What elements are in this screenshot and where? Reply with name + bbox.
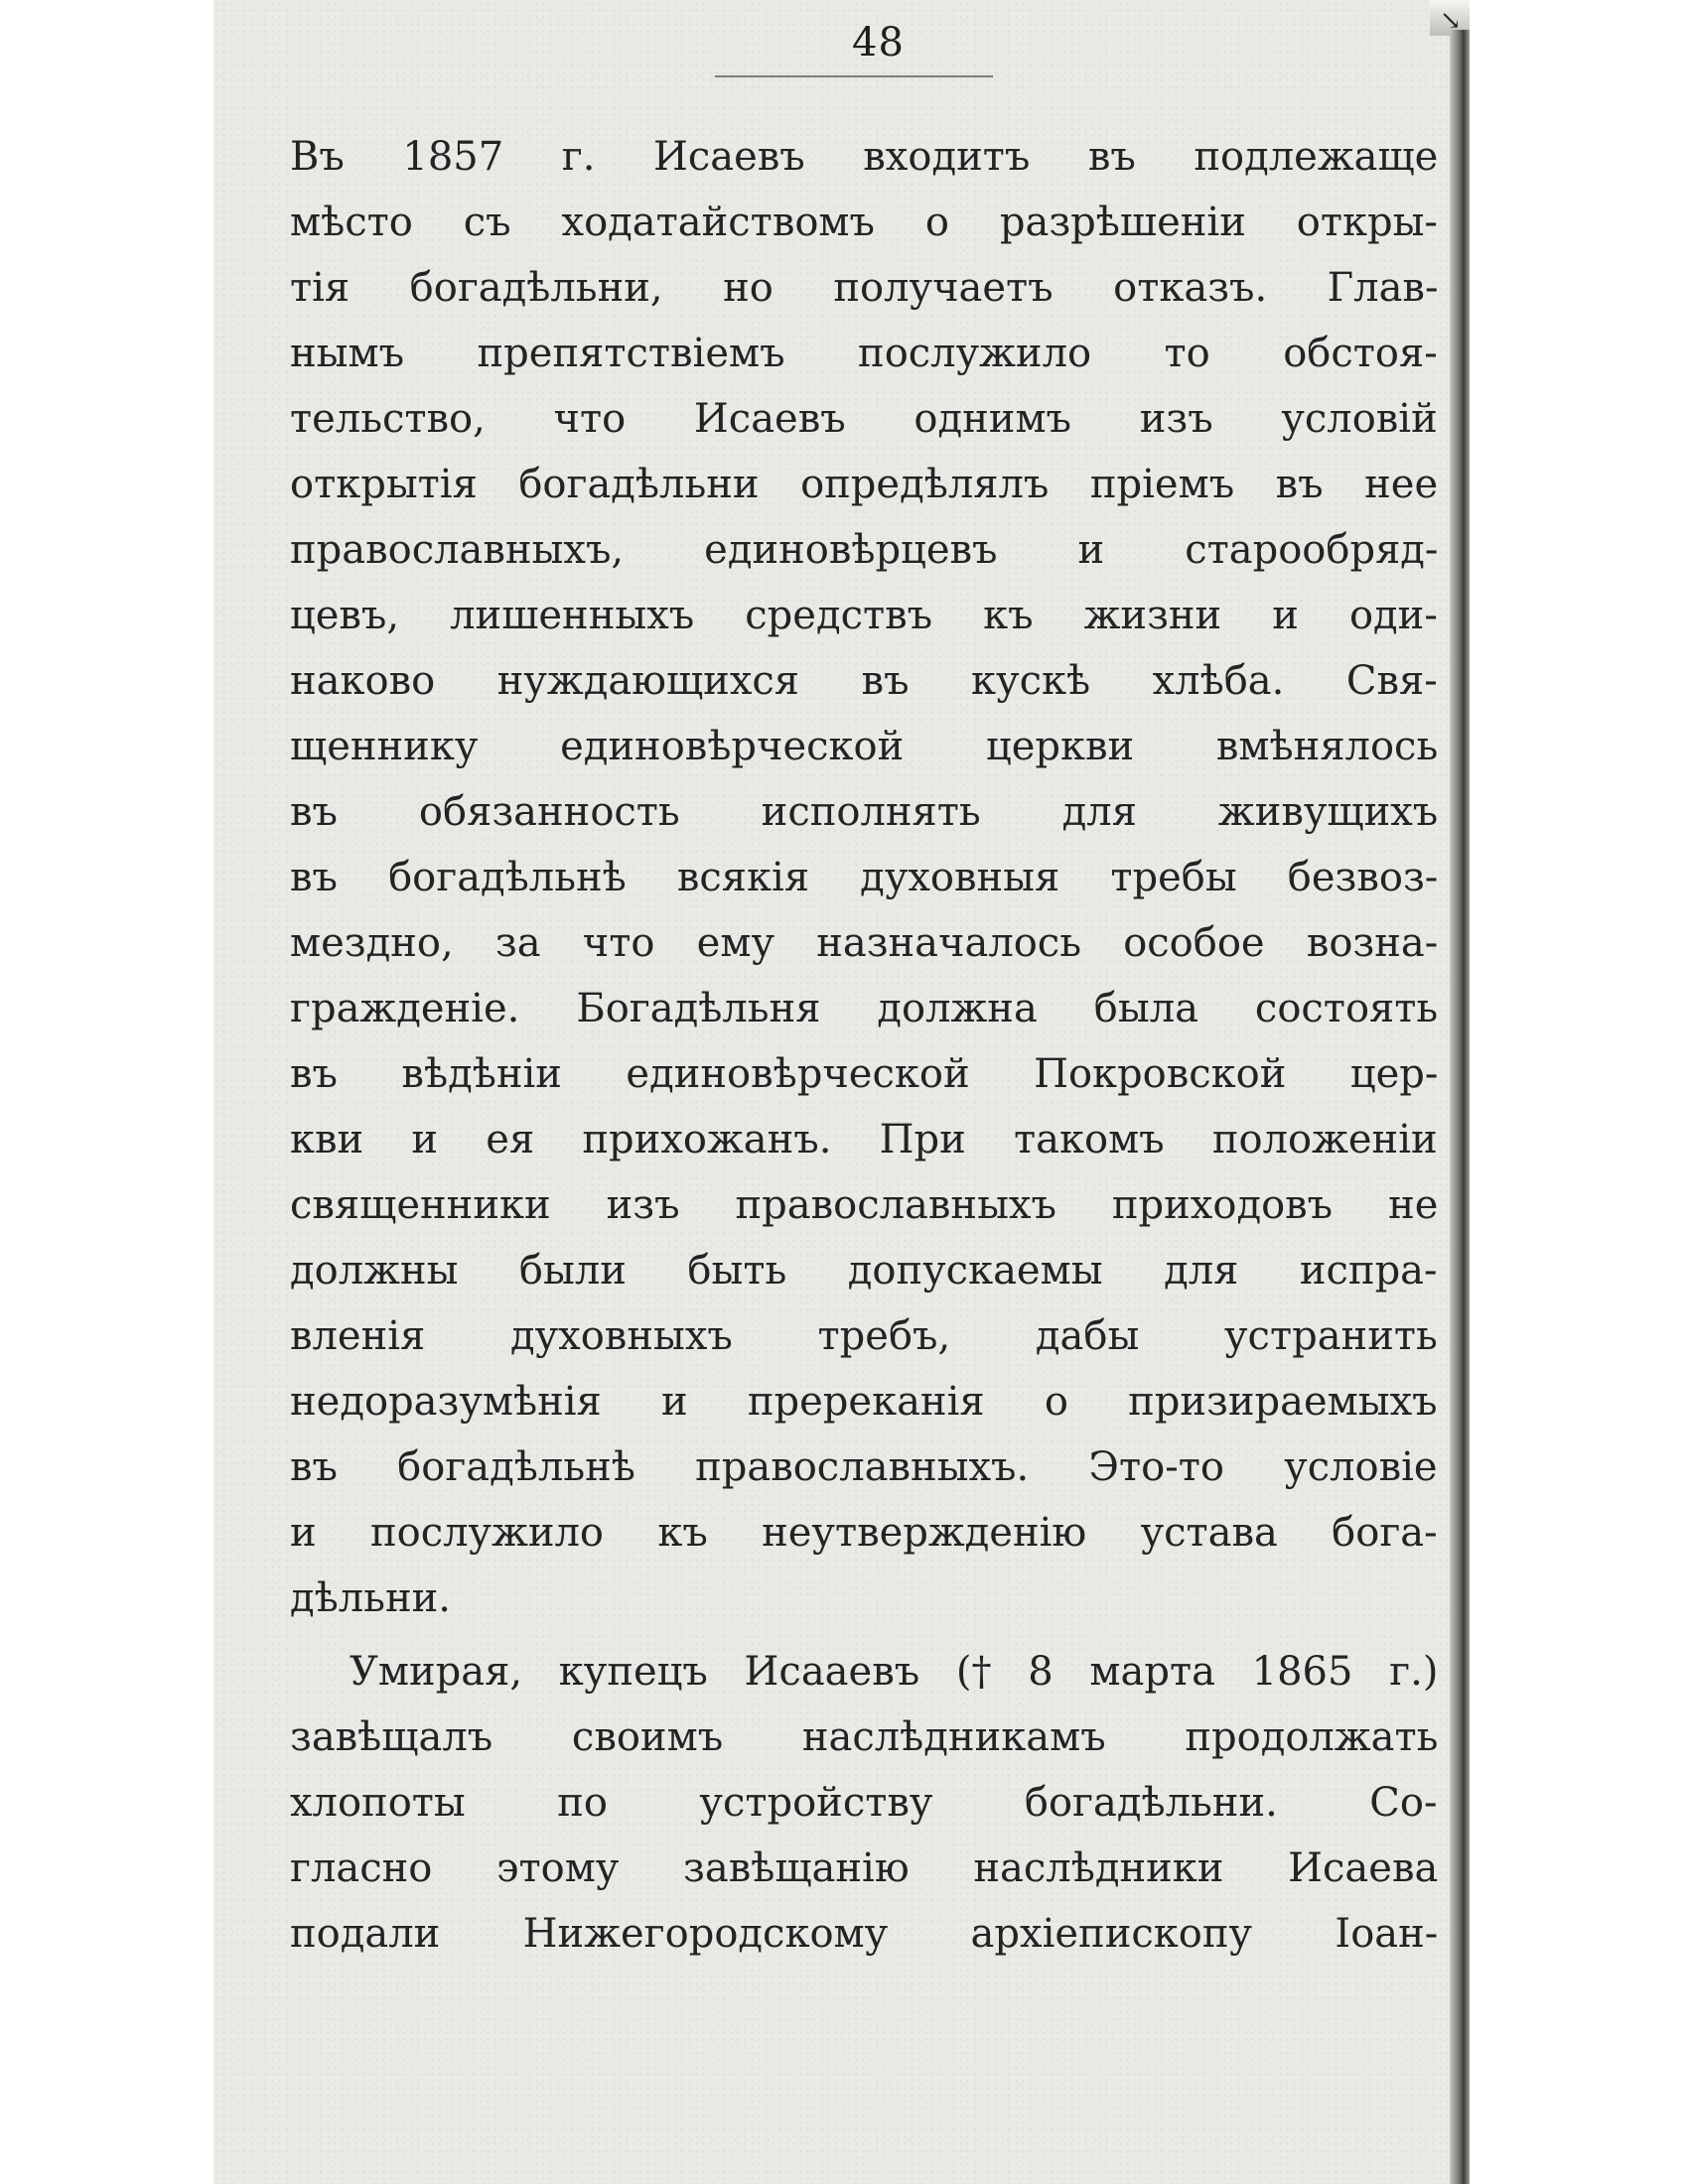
text-line: щеннику единовѣрческой церкви вмѣнялось bbox=[290, 724, 1439, 769]
text-line: цевъ, лишенныхъ средствъ къ жизни и оди- bbox=[290, 593, 1438, 638]
text-line: въ вѣдѣніи единовѣрческой Покровской цер- bbox=[290, 1051, 1439, 1097]
corner-mark-icon: ↘ bbox=[1440, 6, 1462, 36]
text-line: мѣсто съ ходатайствомъ о разрѣшеніи откры- bbox=[290, 200, 1438, 245]
text-line: нымъ препятствіемъ послужило то обстоя- bbox=[290, 331, 1438, 376]
text-line: въ богадѣльнѣ всякія духовныя требы безвоз- bbox=[290, 855, 1439, 900]
text-line: хлопоты по устройству богадѣльни. Со- bbox=[290, 1780, 1438, 1826]
text-line: и послужило къ неутвержденію устава бога- bbox=[290, 1510, 1438, 1556]
text-line: подали Нижегородскому архіепископу Іоан- bbox=[290, 1911, 1439, 1957]
text-line: дѣльни. bbox=[290, 1575, 451, 1621]
text-line: въ богадѣльнѣ православныхъ. Это-то условіе bbox=[290, 1444, 1438, 1490]
text-line: Умирая, купецъ Исааевъ († 8 марта 1865 г.) bbox=[350, 1649, 1439, 1695]
page-number: 48 bbox=[852, 20, 905, 66]
text-line: тія богадѣльни, но получаетъ отказъ. Глав- bbox=[290, 265, 1439, 311]
page-number-rule bbox=[715, 75, 993, 77]
text-line: священники изъ православныхъ приходовъ не bbox=[290, 1182, 1439, 1228]
text-line: кви и ея прихожанъ. При такомъ положеніи bbox=[290, 1117, 1438, 1162]
text-line: недоразумѣнія и пререканія о призираемыхъ bbox=[290, 1379, 1438, 1425]
text-line: наково нуждающихся въ кускѣ хлѣба. Свя- bbox=[290, 658, 1438, 704]
text-line: мездно, за что ему назначалось особое возна- bbox=[290, 920, 1439, 966]
text-line: должны были быть допускаемы для испра- bbox=[290, 1248, 1438, 1294]
page-binding-edge bbox=[1450, 30, 1470, 2184]
text-line: открытія богадѣльни опредѣлялъ пріемъ въ нее bbox=[290, 462, 1439, 507]
text-line: православныхъ, единовѣрцевъ и старообряд- bbox=[290, 527, 1439, 573]
text-line: гласно этому завѣщанію наслѣдники Исаева bbox=[290, 1845, 1439, 1891]
text-line: завѣщалъ своимъ наслѣдникамъ продолжать bbox=[290, 1714, 1439, 1760]
text-line: гражденіе. Богадѣльня должна была состоять bbox=[290, 986, 1439, 1031]
text-line: вленія духовныхъ требъ, дабы устранить bbox=[290, 1313, 1438, 1359]
text-line: тельство, что Исаевъ однимъ изъ условій bbox=[290, 396, 1438, 442]
text-line: Въ 1857 г. Исаевъ входитъ въ подлежаще bbox=[290, 134, 1439, 180]
text-line: въ обязанность исполнять для живущихъ bbox=[290, 789, 1439, 835]
